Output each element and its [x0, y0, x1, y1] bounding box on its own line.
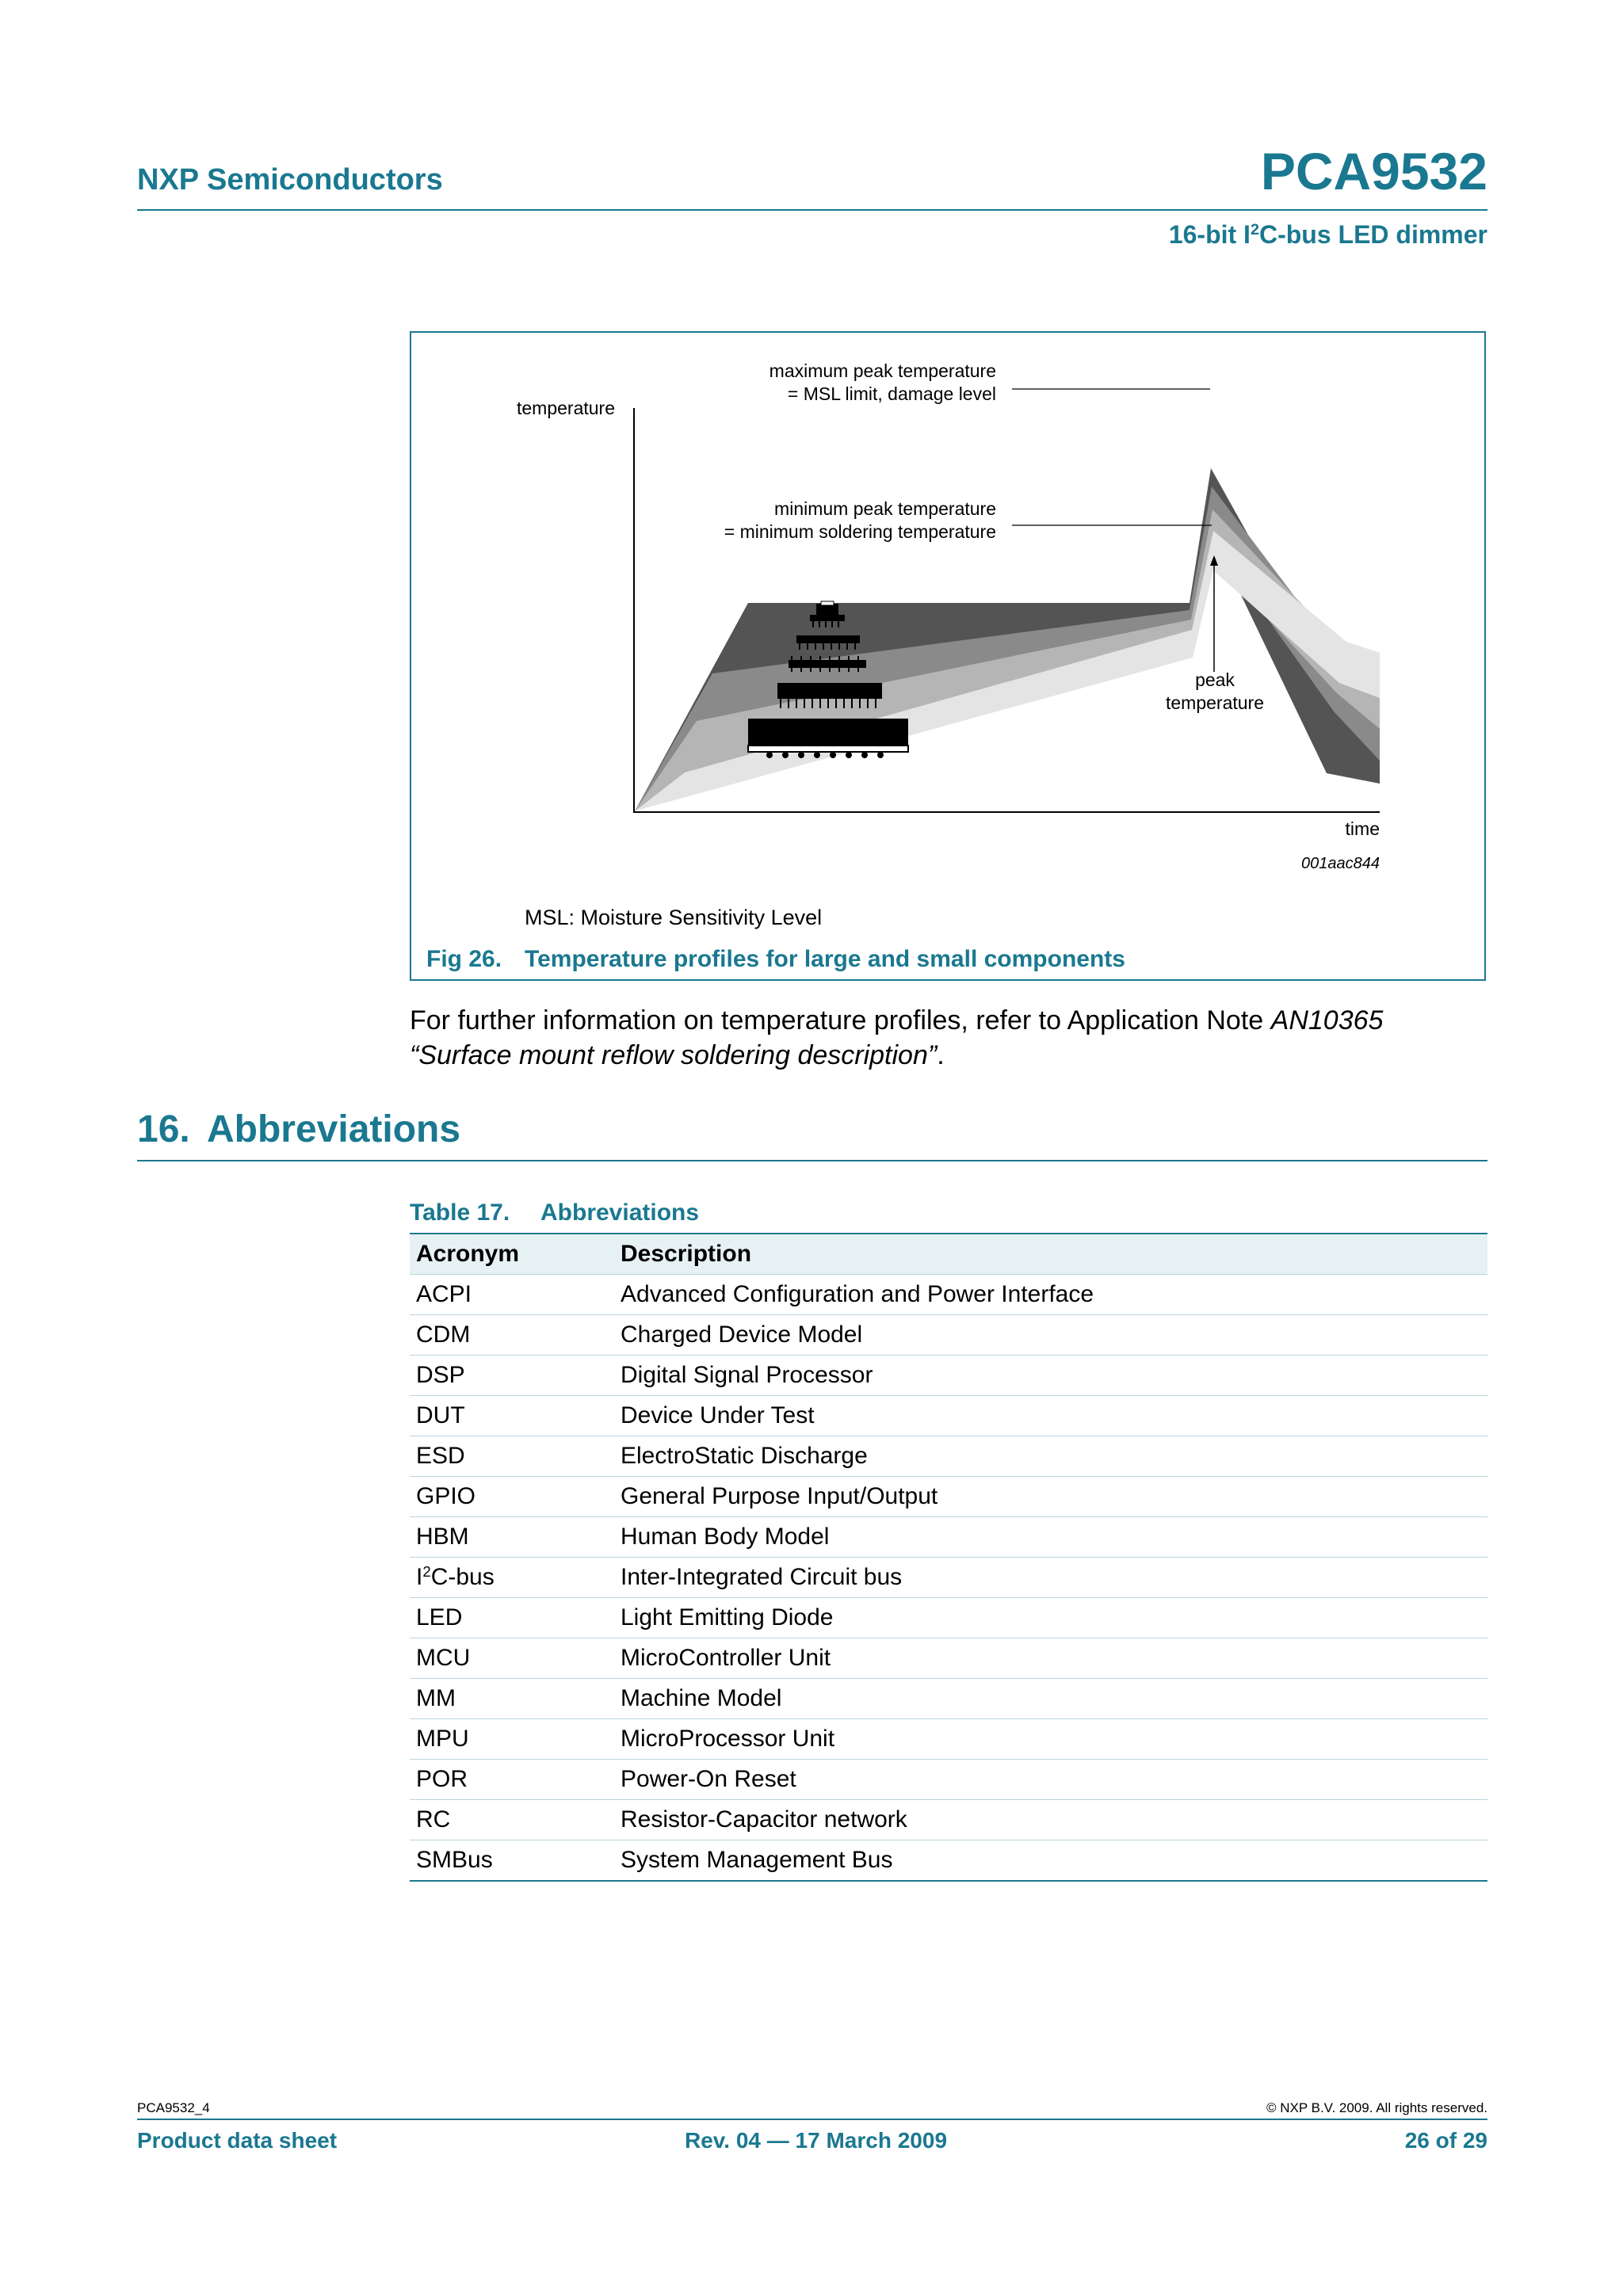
section-rule	[137, 1160, 1487, 1161]
figure-note: MSL: Moisture Sensitivity Level	[525, 906, 823, 929]
max-peak-label-line2: = MSL limit, damage level	[787, 383, 996, 404]
table-row	[410, 1356, 1487, 1396]
table-row	[410, 1436, 1487, 1477]
peak-label-line2: temperature	[1165, 692, 1265, 713]
acronym-cell: HBM	[410, 1517, 614, 1558]
min-peak-label-line1: minimum peak temperature	[774, 498, 996, 519]
document-subtitle: 16-bit $I^2C$-bus LED dimmer	[1168, 220, 1487, 249]
description-cell: Advanced Configuration and Power Interface	[614, 1275, 1487, 1315]
app-note-title: “Surface mount reflow soldering description”	[410, 1040, 938, 1070]
description-cell: Charged Device Model	[614, 1315, 1487, 1356]
table-row	[410, 1840, 1487, 1882]
acronym-cell: CDM	[410, 1315, 614, 1356]
figure-code: 001aac844	[1301, 855, 1380, 872]
column-header-description: Description	[614, 1234, 1487, 1275]
table-row	[410, 1517, 1487, 1558]
description-cell: ElectroStatic Discharge	[614, 1436, 1487, 1477]
section-heading: 16. Abbreviations	[137, 1108, 461, 1150]
description-cell: MicroController Unit	[614, 1638, 1487, 1679]
description-cell: Human Body Model	[614, 1517, 1487, 1558]
footer-copyright: © NXP B.V. 2009. All rights reserved.	[1266, 2100, 1487, 2115]
column-header-acronym: Acronym	[410, 1234, 614, 1275]
x-axis-label: time	[1345, 818, 1380, 839]
acronym-cell: RC	[410, 1800, 614, 1840]
app-note-id: AN10365	[1270, 1005, 1384, 1035]
description-cell: Resistor-Capacitor network	[614, 1800, 1487, 1840]
table-row	[410, 1275, 1487, 1315]
table-row	[410, 1396, 1487, 1436]
description-cell: Digital Signal Processor	[614, 1356, 1487, 1396]
acronym-cell: GPIO	[410, 1477, 614, 1517]
abbreviations-table	[410, 1233, 1487, 1882]
figure-caption: Fig 26. Temperature profiles for large and small components	[426, 946, 1125, 972]
header-rule	[137, 209, 1487, 211]
description-cell: Device Under Test	[614, 1396, 1487, 1436]
part-number: PCA9532	[1260, 142, 1487, 200]
description-cell: Power-On Reset	[614, 1760, 1487, 1800]
table-row	[410, 1638, 1487, 1679]
table-caption: Table 17. Abbreviations	[410, 1199, 700, 1226]
footer-page-number: 26 of 29	[1404, 2128, 1487, 2153]
table-row	[410, 1800, 1487, 1840]
acronym-cell: ESD	[410, 1436, 614, 1477]
description-cell: System Management Bus	[614, 1840, 1487, 1882]
description-cell: Light Emitting Diode	[614, 1598, 1487, 1638]
description-cell: General Purpose Input/Output	[614, 1477, 1487, 1517]
reference-paragraph: For further information on temperature profiles, refer to Application Note AN10365 “Surface mount reflow soldering description”.	[410, 1005, 1384, 1070]
max-peak-label-line1: maximum peak temperature	[769, 360, 996, 381]
acronym-cell: SMBus	[410, 1840, 614, 1882]
acronym-cell: ACPI	[410, 1275, 614, 1315]
acronym-cell: POR	[410, 1760, 614, 1800]
description-cell: MicroProcessor Unit	[614, 1719, 1487, 1760]
y-axis-label: temperature	[517, 398, 616, 418]
table-row	[410, 1719, 1487, 1760]
company-name: NXP Semiconductors	[137, 163, 443, 196]
acronym-cell: DSP	[410, 1356, 614, 1396]
table-row	[410, 1760, 1487, 1800]
temperature-profile-diagram	[411, 333, 1484, 979]
table-row	[410, 1679, 1487, 1719]
description-cell: Machine Model	[614, 1679, 1487, 1719]
footer-doc-id: PCA9532_4	[137, 2100, 210, 2115]
acronym-cell: $I^2C$-bus	[410, 1558, 614, 1598]
acronym-cell: DUT	[410, 1396, 614, 1436]
footer-rule	[137, 2119, 1487, 2120]
footer-doc-type: Product data sheet	[137, 2128, 338, 2153]
table-row	[410, 1477, 1487, 1517]
acronym-cell: MCU	[410, 1638, 614, 1679]
description-cell: Inter-Integrated Circuit bus	[614, 1558, 1487, 1598]
min-peak-label-line2: = minimum soldering temperature	[724, 521, 996, 542]
table-header-row	[410, 1234, 1487, 1275]
table-row	[410, 1558, 1487, 1598]
footer-revision: Rev. 04 — 17 March 2009	[685, 2128, 948, 2153]
table-row	[410, 1598, 1487, 1638]
table-row	[410, 1315, 1487, 1356]
acronym-cell: MPU	[410, 1719, 614, 1760]
acronym-cell: LED	[410, 1598, 614, 1638]
acronym-cell: MM	[410, 1679, 614, 1719]
peak-label-line1: peak	[1195, 669, 1235, 690]
